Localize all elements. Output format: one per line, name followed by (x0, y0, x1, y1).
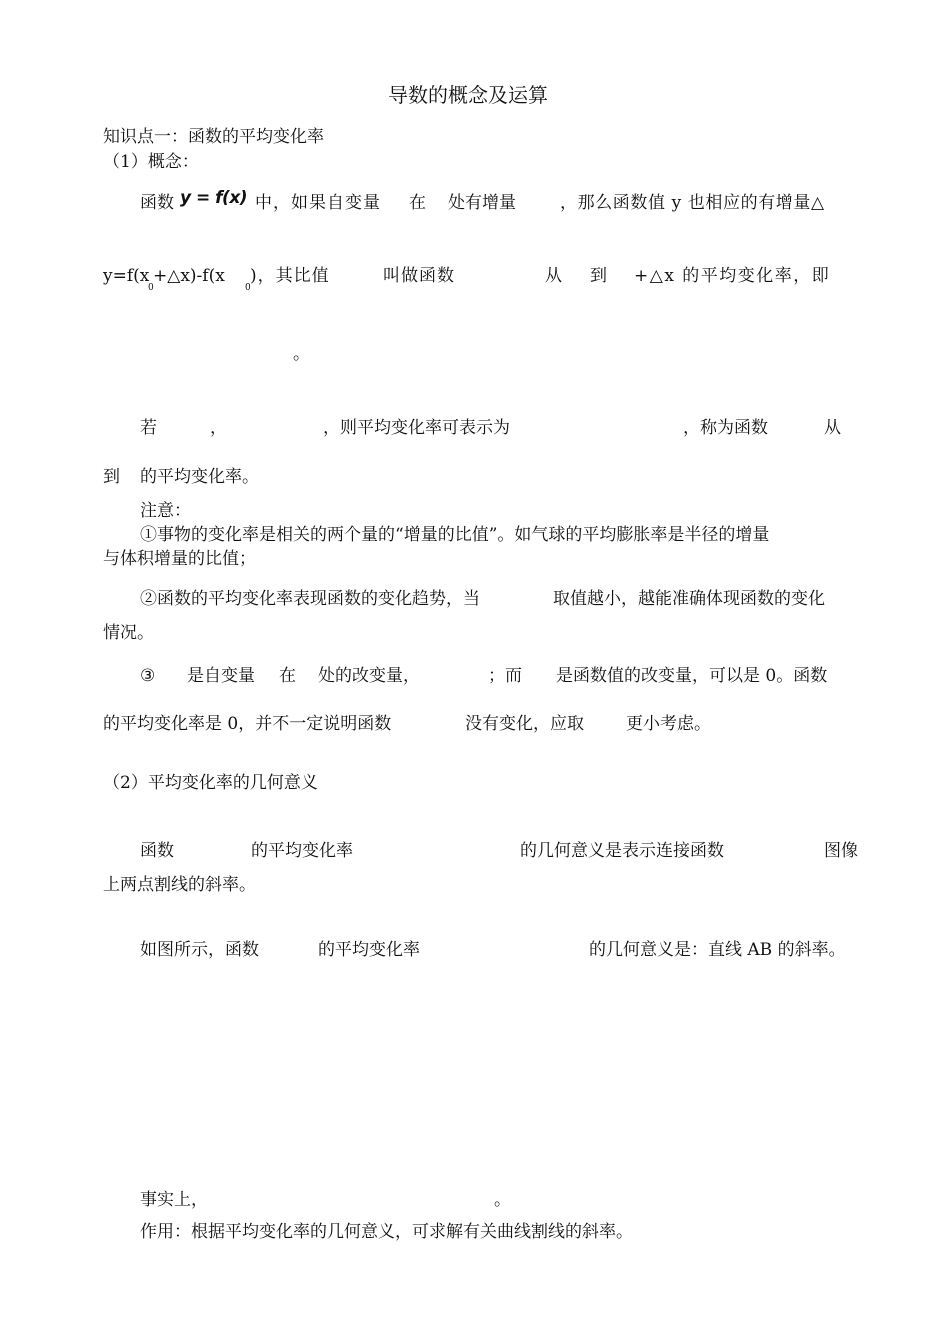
para2-line2-b: 的平均变化率。 (140, 467, 259, 487)
section-heading-2: （2）平均变化率的几何意义 (103, 773, 318, 793)
subscript-zero: 0 (245, 283, 251, 293)
note3-line2-b: 没有变化，应取 (465, 714, 584, 734)
geo1-b: 的平均变化率 (251, 841, 353, 861)
geo2-c: 的几何意义是：直线 AB 的斜率。 (589, 940, 846, 960)
note3-e: ；而 (488, 666, 522, 686)
fact-a: 事实上， (140, 1190, 208, 1210)
para1-text-b: 中，如果自变量 (255, 193, 381, 213)
note3-c: 在 (279, 666, 296, 686)
para1-period: 。 (293, 344, 310, 364)
section-heading-1: 知识点一：函数的平均变化率 (103, 127, 324, 147)
note2-line1b: 取值越小，越能准确体现函数的变化 (553, 589, 825, 609)
geo1-a: 函数 (140, 841, 174, 861)
para1-text-e: ，那么函数值 y 也相应的有增量△ (560, 193, 825, 213)
note-label: 注意： (140, 501, 191, 521)
note3-d: 处的改变量， (318, 666, 420, 686)
geo1-c: 的几何意义是表示连接函数 (520, 841, 724, 861)
note2-line1: ②函数的平均变化率表现函数的变化趋势，当 (140, 589, 480, 609)
para1-line2-f: 到 (590, 266, 607, 286)
para1-line2-b: +△x)-f(x (153, 266, 225, 286)
para1-line2-d: 叫做函数 (383, 266, 455, 286)
para2-text-d: ，称为函数 (683, 418, 768, 438)
note3-line2-a: 的平均变化率是 0，并不一定说明函数 (103, 714, 392, 734)
para2-text-a: 若 (140, 418, 157, 438)
para1-line2-g: +△x 的平均变化率，即 (634, 266, 831, 286)
para2-line2-a: 到 (103, 467, 120, 487)
geo1-d: 图像 (824, 841, 858, 861)
note3-a: ③ (140, 666, 156, 686)
concept-heading: （1）概念： (103, 152, 199, 172)
para1-text-d: 处有增量 (448, 193, 516, 213)
page-title: 导数的概念及运算 (388, 83, 548, 107)
note3-f: 是函数值的改变量，可以是 0。函数 (556, 666, 828, 686)
para1-line2-a: y=f(x (103, 266, 150, 286)
usage-text: 作用：根据平均变化率的几何意义，可求解有关曲线割线的斜率。 (140, 1222, 633, 1242)
formula-y-equals-fx: y = f(x) (180, 188, 248, 208)
note1-line2: 与体积增量的比值； (103, 549, 256, 569)
para2-text-e: 从 (824, 418, 841, 438)
note3-line2-c: 更小考虑。 (626, 714, 711, 734)
para1-text-a: 函数 (140, 193, 174, 213)
para2-text-b: ， (210, 418, 227, 438)
para1-text-c: 在 (409, 193, 426, 213)
fact-b: 。 (494, 1190, 511, 1210)
para1-line2-e: 从 (545, 266, 562, 286)
note2-line2: 情况。 (103, 623, 154, 643)
subscript-zero: 0 (148, 283, 154, 293)
note3-b: 是自变量 (187, 666, 255, 686)
para1-line2-c: )，其比值 (250, 266, 330, 286)
geo2-a: 如图所示，函数 (140, 940, 259, 960)
para2-text-c: ，则平均变化率可表示为 (323, 418, 510, 438)
geo1-line2: 上两点割线的斜率。 (103, 875, 256, 895)
note1-line1: ①事物的变化率是相关的两个量的“增量的比值”。如气球的平均膨胀率是半径的增量 (140, 525, 770, 545)
geo2-b: 的平均变化率 (318, 940, 420, 960)
